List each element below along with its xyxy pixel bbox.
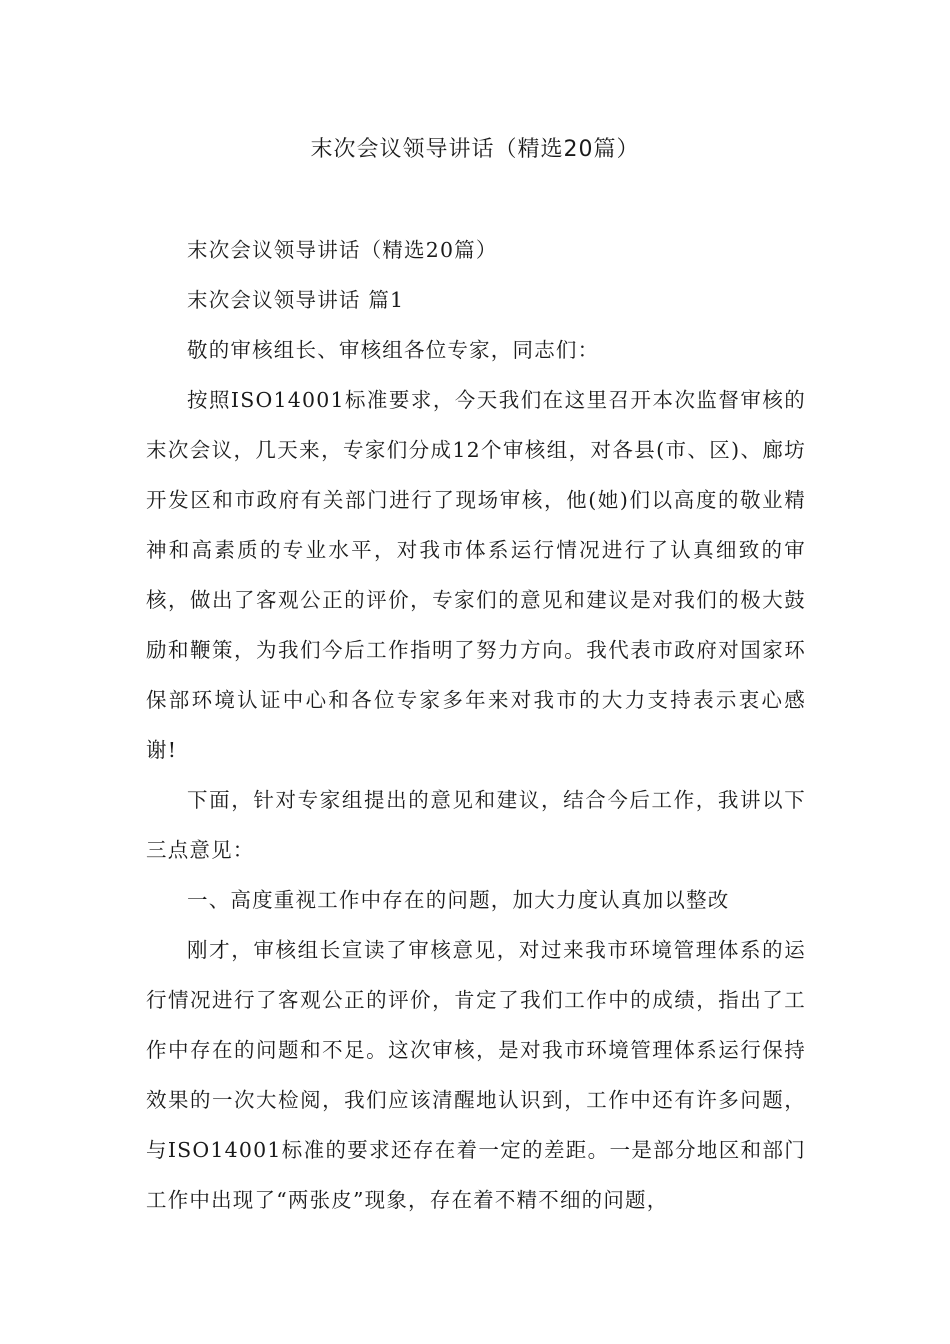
paragraph-body: 刚才，审核组长宣读了审核意见，对过来我市环境管理体系的运行情况进行了客观公正的评价，肯定了我们工作中的成绩，指出了工作中存在的问题和不足。这次审核，是对我市环境管理体系运行保持效果的一次大检阅，我们应该清醒地认识到，工作中还有许多问题，与ISO14001标准的要求还存在着一定的差距。一是部分地区和部门工作中出现了“两张皮”现象，存在着不精不细的问题， [146, 938, 806, 1212]
document-body [146, 225, 806, 1225]
paragraph-section-heading: 末次会议领导讲话 篇1 [187, 288, 405, 312]
paragraph-subtitle: 末次会议领导讲话（精选20篇） [187, 238, 498, 262]
paragraph-salutation: 敬的审核组长、审核组各位专家，同志们： [187, 338, 600, 362]
paragraph-point-heading: 一、高度重视工作中存在的问题，加大力度认真加以整改 [187, 888, 730, 912]
paragraph-body: 下面，针对专家组提出的意见和建议，结合今后工作，我讲以下三点意见： [146, 788, 806, 862]
paragraph-body: 按照ISO14001标准要求，今天我们在这里召开本次监督审核的末次会议，几天来，专家们分成12个审核组，对各县(市、区)、廊坊开发区和市政府有关部门进行了现场审核，他(她)们以高度的敬业精神和高素质的专业水平，对我市体系运行情况进行了认真细致的审核，做出了客观公正的评价，专家们的意见和建议是对我们的极大鼓励和鞭策，为我们今后工作指明了努力方向。我代表市政府对国家环保部环境认证中心和各位专家多年来对我市的大力支持表示衷心感谢! [146, 388, 806, 762]
document-title: 末次会议领导讲话（精选20篇） [310, 137, 640, 162]
